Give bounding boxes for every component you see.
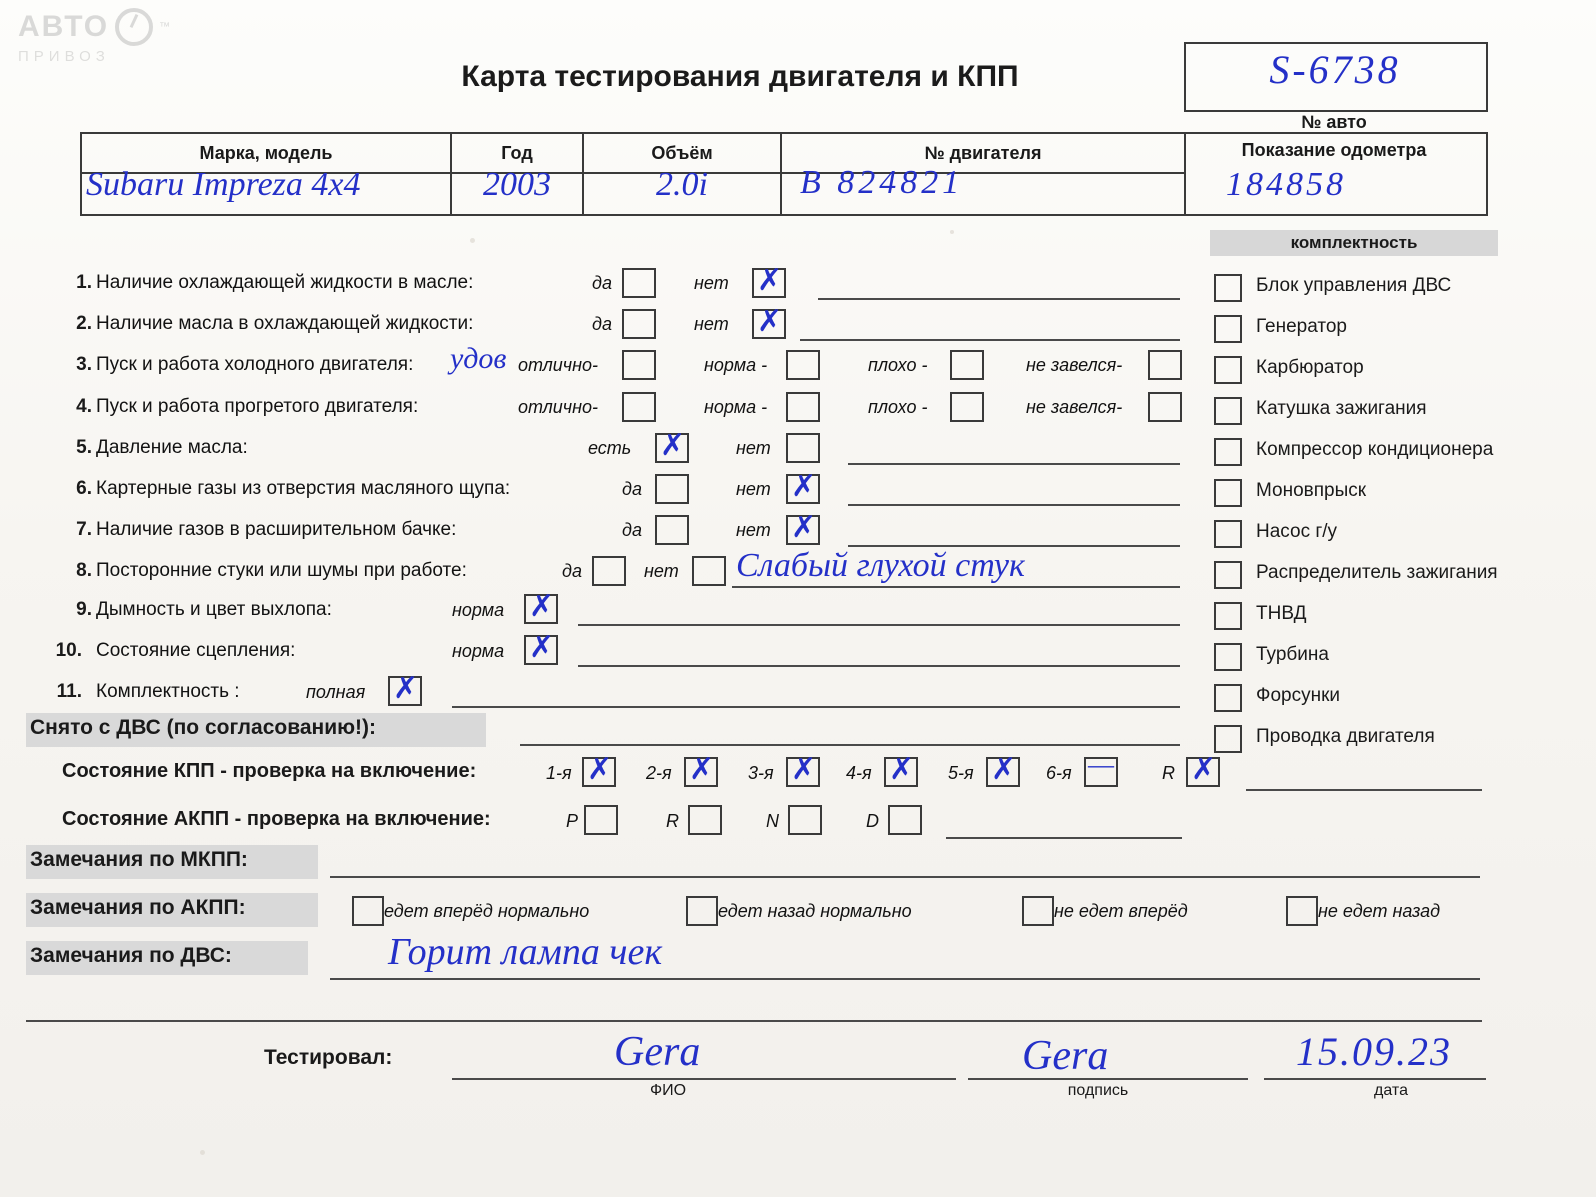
- item-10-number: 10.: [55, 640, 82, 661]
- item-4-option-bad-label: плохо -: [868, 397, 928, 417]
- completeness-label-6: Насос г/у: [1256, 521, 1338, 542]
- akpp-note-no-forward-checkbox[interactable]: [1022, 896, 1054, 926]
- akpp-note-no-forward-label: не едет вперёд: [1054, 901, 1188, 921]
- gear-5-check-mark: ✗: [991, 753, 1017, 786]
- gear-r-check-mark: ✗: [1191, 753, 1217, 786]
- date-caption: дата: [1374, 1082, 1408, 1099]
- notes-akpp-label: Замечания по АКПП:: [30, 896, 246, 919]
- item-8-label: Посторонние стуки или шумы при работе:: [96, 560, 467, 581]
- completeness-label-1: Генератор: [1256, 316, 1347, 337]
- completeness-checkbox-7[interactable]: [1214, 561, 1242, 589]
- item-1-checkbox-yes[interactable]: [622, 268, 656, 298]
- gear-2-label: 2-я: [646, 763, 672, 783]
- item-2-number: 2.: [76, 313, 92, 334]
- akpp-comment-line[interactable]: [946, 837, 1182, 839]
- page-title: Карта тестирования двигателя и КПП: [461, 60, 1019, 93]
- gear-3-label: 3-я: [748, 763, 774, 783]
- item-6-comment-line[interactable]: [848, 504, 1180, 506]
- item-10-check-mark: ✗: [529, 631, 555, 664]
- paper-speckle: [950, 230, 954, 234]
- mkpp-state-label: Состояние КПП - проверка на включение:: [62, 760, 477, 782]
- notes-mkpp-label: Замечания по МКПП:: [30, 848, 248, 871]
- item-3-option-nostart-label: не завелся-: [1026, 355, 1123, 375]
- removed-section-label: Снято с ДВС (по согласованию!):: [30, 716, 377, 739]
- paper-speckle: [200, 1150, 205, 1155]
- completeness-checkbox-6[interactable]: [1214, 520, 1242, 548]
- item-9-option-norm-label: норма: [452, 600, 505, 620]
- th-volume: Объём: [584, 134, 782, 172]
- gear-r-label: R: [1162, 763, 1175, 783]
- completeness-checkbox-8[interactable]: [1214, 602, 1242, 630]
- item-3-option-excellent-label: отлично-: [518, 355, 598, 375]
- completeness-label-0: Блок управления ДВС: [1256, 275, 1452, 296]
- fio-line[interactable]: [452, 1078, 956, 1080]
- item-11-check-mark: ✗: [393, 672, 419, 705]
- item-2-option-no-label: нет: [694, 314, 729, 334]
- akpp-note-no-reverse-label: не едет назад: [1318, 901, 1441, 921]
- watermark-sub: ПРИВОЗ: [18, 48, 110, 65]
- fio-value: Gera: [614, 1029, 701, 1075]
- item-8-checkbox-yes[interactable]: [592, 556, 626, 586]
- item-8-comment-line[interactable]: [732, 586, 1180, 588]
- item-5-number: 5.: [76, 437, 92, 458]
- completeness-checkbox-11[interactable]: [1214, 725, 1242, 753]
- item-1-number: 1.: [76, 272, 92, 293]
- value-engine-no: B 824821: [800, 164, 964, 201]
- value-make-model: Subaru Impreza 4x4: [86, 166, 361, 203]
- item-3-label: Пуск и работа холодного двигателя:: [96, 354, 414, 375]
- item-6-checkbox-yes[interactable]: [655, 474, 689, 504]
- completeness-label-5: Моновпрыск: [1256, 480, 1367, 501]
- date-line[interactable]: [1264, 1078, 1486, 1080]
- completeness-label-10: Форсунки: [1256, 685, 1340, 706]
- item-5-label: Давление масла:: [96, 437, 248, 458]
- gear-1-label: 1-я: [546, 763, 572, 783]
- odometer-label: Показание одометра: [1241, 140, 1427, 160]
- completeness-label-2: Карбюратор: [1256, 357, 1364, 378]
- item-9-comment-line[interactable]: [578, 624, 1180, 626]
- item-2-check-mark: ✗: [757, 305, 783, 338]
- item-2-comment-line[interactable]: [800, 339, 1180, 341]
- item-1-comment-line[interactable]: [818, 298, 1180, 300]
- th-engine-no: № двигателя: [782, 134, 1186, 172]
- item-3-checkbox-excellent[interactable]: [622, 350, 656, 380]
- completeness-checkbox-10[interactable]: [1214, 684, 1242, 712]
- item-2-checkbox-yes[interactable]: [622, 309, 656, 339]
- item-3-checkbox-nostart[interactable]: [1148, 350, 1182, 380]
- item-8-option-no-label: нет: [644, 561, 679, 581]
- completeness-label-11: Проводка двигателя: [1256, 726, 1435, 747]
- completeness-checkbox-4[interactable]: [1214, 438, 1242, 466]
- akpp-note-reverse-ok-checkbox[interactable]: [686, 896, 718, 926]
- date-value: 15.09.23: [1296, 1029, 1452, 1074]
- item-10-option-norm-label: норма: [452, 641, 505, 661]
- item-6-option-yes-label: да: [622, 479, 642, 499]
- item-7-number: 7.: [76, 519, 92, 540]
- item-7-option-no-label: нет: [736, 520, 771, 540]
- item-11-label: Комплектность :: [96, 681, 240, 702]
- completeness-label-8: ТНВД: [1256, 603, 1307, 624]
- auto-number-label: № авто: [1301, 112, 1367, 132]
- item-1-check-mark: ✗: [757, 264, 783, 297]
- paper-speckle: [470, 238, 475, 243]
- item-3-option-norm-label: норма -: [704, 355, 768, 375]
- item-3-hand-note: удов: [450, 342, 507, 375]
- gear-1-check-mark: ✗: [587, 753, 613, 786]
- gear-4-check-mark: ✗: [889, 753, 915, 786]
- item-3-option-bad-label: плохо -: [868, 355, 928, 375]
- auto-number-value: S-6738: [1269, 47, 1401, 92]
- gear-3-check-mark: ✗: [791, 753, 817, 786]
- akpp-pos-p-checkbox[interactable]: [584, 805, 618, 835]
- item-11-number: 11.: [56, 681, 82, 702]
- item-11-option-full-label: полная: [306, 682, 366, 702]
- watermark-brand: АВТО: [18, 10, 110, 43]
- notes-dvs-label: Замечания по ДВС:: [30, 944, 232, 967]
- akpp-pos-d-label: D: [866, 811, 879, 831]
- removed-section-line[interactable]: [520, 744, 1180, 746]
- notes-dvs-line-2[interactable]: [26, 1020, 1482, 1022]
- item-1-option-no-label: нет: [694, 273, 729, 293]
- item-4-checkbox-norm[interactable]: [786, 392, 820, 422]
- item-5-option-yes-label: есть: [588, 438, 632, 458]
- item-5-comment-line[interactable]: [848, 463, 1180, 465]
- akpp-note-reverse-ok-label: едет назад нормально: [718, 901, 912, 921]
- item-7-option-yes-label: да: [622, 520, 642, 540]
- item-7-check-mark: ✗: [791, 511, 817, 544]
- akpp-note-forward-ok-label: едет вперёд нормально: [384, 901, 590, 921]
- mkpp-comment-line[interactable]: [1246, 789, 1482, 791]
- item-1-option-yes-label: да: [592, 273, 612, 293]
- fio-caption: ФИО: [649, 1082, 687, 1099]
- item-4-checkbox-excellent[interactable]: [622, 392, 656, 422]
- item-6-option-no-label: нет: [736, 479, 771, 499]
- item-8-hand-note: Слабый глухой стук: [736, 547, 1025, 584]
- item-4-option-norm-label: норма -: [704, 397, 768, 417]
- akpp-pos-d-checkbox[interactable]: [888, 805, 922, 835]
- completeness-checkbox-5[interactable]: [1214, 479, 1242, 507]
- completeness-checkbox-2[interactable]: [1214, 356, 1242, 384]
- completeness-header: комплектность: [1210, 230, 1498, 256]
- item-10-comment-line[interactable]: [578, 665, 1180, 667]
- completeness-label-9: Турбина: [1256, 644, 1329, 665]
- completeness-label-4: Компрессор кондиционера: [1256, 439, 1494, 460]
- gear-2-check-mark: ✗: [689, 753, 715, 786]
- gear-4-label: 4-я: [846, 763, 872, 783]
- akpp-pos-n-checkbox[interactable]: [788, 805, 822, 835]
- item-6-number: 6.: [76, 478, 92, 499]
- item-4-checkbox-nostart[interactable]: [1148, 392, 1182, 422]
- watermark-circle-icon: [115, 8, 153, 46]
- akpp-pos-n-label: N: [766, 811, 779, 831]
- th-year: Год: [452, 134, 584, 172]
- item-9-number: 9.: [76, 599, 92, 620]
- signature-value: Gera: [1022, 1033, 1109, 1079]
- item-6-check-mark: ✗: [791, 470, 817, 503]
- item-5-checkbox-no[interactable]: [786, 433, 820, 463]
- item-4-option-excellent-label: отлично-: [518, 397, 598, 417]
- gear-6-dash-mark: —: [1088, 750, 1114, 779]
- gear-6-label: 6-я: [1046, 763, 1072, 783]
- akpp-pos-p-label: P: [566, 811, 579, 831]
- completeness-checkbox-9[interactable]: [1214, 643, 1242, 671]
- item-9-label: Дымность и цвет выхлопа:: [96, 599, 332, 620]
- item-5-option-no-label: нет: [736, 438, 771, 458]
- completeness-checkbox-1[interactable]: [1214, 315, 1242, 343]
- akpp-note-forward-ok-checkbox[interactable]: [352, 896, 384, 926]
- item-7-label: Наличие газов в расширительном бачке:: [96, 519, 457, 540]
- item-7-checkbox-yes[interactable]: [655, 515, 689, 545]
- item-1-label: Наличие охлаждающей жидкости в масле:: [96, 272, 474, 293]
- completeness-checkbox-3[interactable]: [1214, 397, 1242, 425]
- gear-5-label: 5-я: [948, 763, 974, 783]
- akpp-pos-r-label: R: [666, 811, 679, 831]
- item-4-number: 4.: [76, 396, 92, 417]
- item-8-checkbox-no[interactable]: [692, 556, 726, 586]
- completeness-label-3: Катушка зажигания: [1256, 398, 1427, 419]
- notes-mkpp-line[interactable]: [330, 876, 1480, 878]
- akpp-note-no-reverse-checkbox[interactable]: [1286, 896, 1318, 926]
- item-3-checkbox-norm[interactable]: [786, 350, 820, 380]
- item-2-option-yes-label: да: [592, 314, 612, 334]
- item-5-check-mark: ✗: [660, 429, 686, 462]
- completeness-label-7: Распределитель зажигания: [1256, 562, 1498, 583]
- item-3-checkbox-bad[interactable]: [950, 350, 984, 380]
- item-3-number: 3.: [76, 354, 92, 375]
- item-2-label: Наличие масла в охлаждающей жидкости:: [96, 313, 474, 334]
- akpp-pos-r-checkbox[interactable]: [688, 805, 722, 835]
- item-8-option-yes-label: да: [562, 561, 582, 581]
- tested-by-label: Тестировал:: [264, 1046, 393, 1069]
- item-9-check-mark: ✗: [529, 590, 555, 623]
- signature-caption: подпись: [1067, 1082, 1129, 1099]
- item-10-label: Состояние сцепления:: [96, 640, 296, 661]
- watermark-tm: ™: [159, 21, 171, 33]
- value-volume: 2.0i: [656, 166, 708, 203]
- avtoprivoz-watermark-logo: [18, 8, 183, 78]
- item-4-label: Пуск и работа прогретого двигателя:: [96, 396, 419, 417]
- value-year: 2003: [483, 166, 551, 203]
- item-4-option-nostart-label: не завелся-: [1026, 397, 1123, 417]
- completeness-checkbox-0[interactable]: [1214, 274, 1242, 302]
- notes-dvs-line-1[interactable]: [330, 978, 1480, 980]
- item-4-checkbox-bad[interactable]: [950, 392, 984, 422]
- notes-dvs-value: Горит лампа чек: [388, 931, 663, 973]
- item-11-comment-line[interactable]: [452, 706, 1180, 708]
- item-8-number: 8.: [76, 560, 92, 581]
- value-odometer: 184858: [1226, 166, 1346, 203]
- item-6-label: Картерные газы из отверстия масляного щупа:: [96, 478, 511, 499]
- akpp-state-label: Состояние АКПП - проверка на включение:: [62, 808, 491, 830]
- th-make-model: Марка, модель: [82, 134, 452, 172]
